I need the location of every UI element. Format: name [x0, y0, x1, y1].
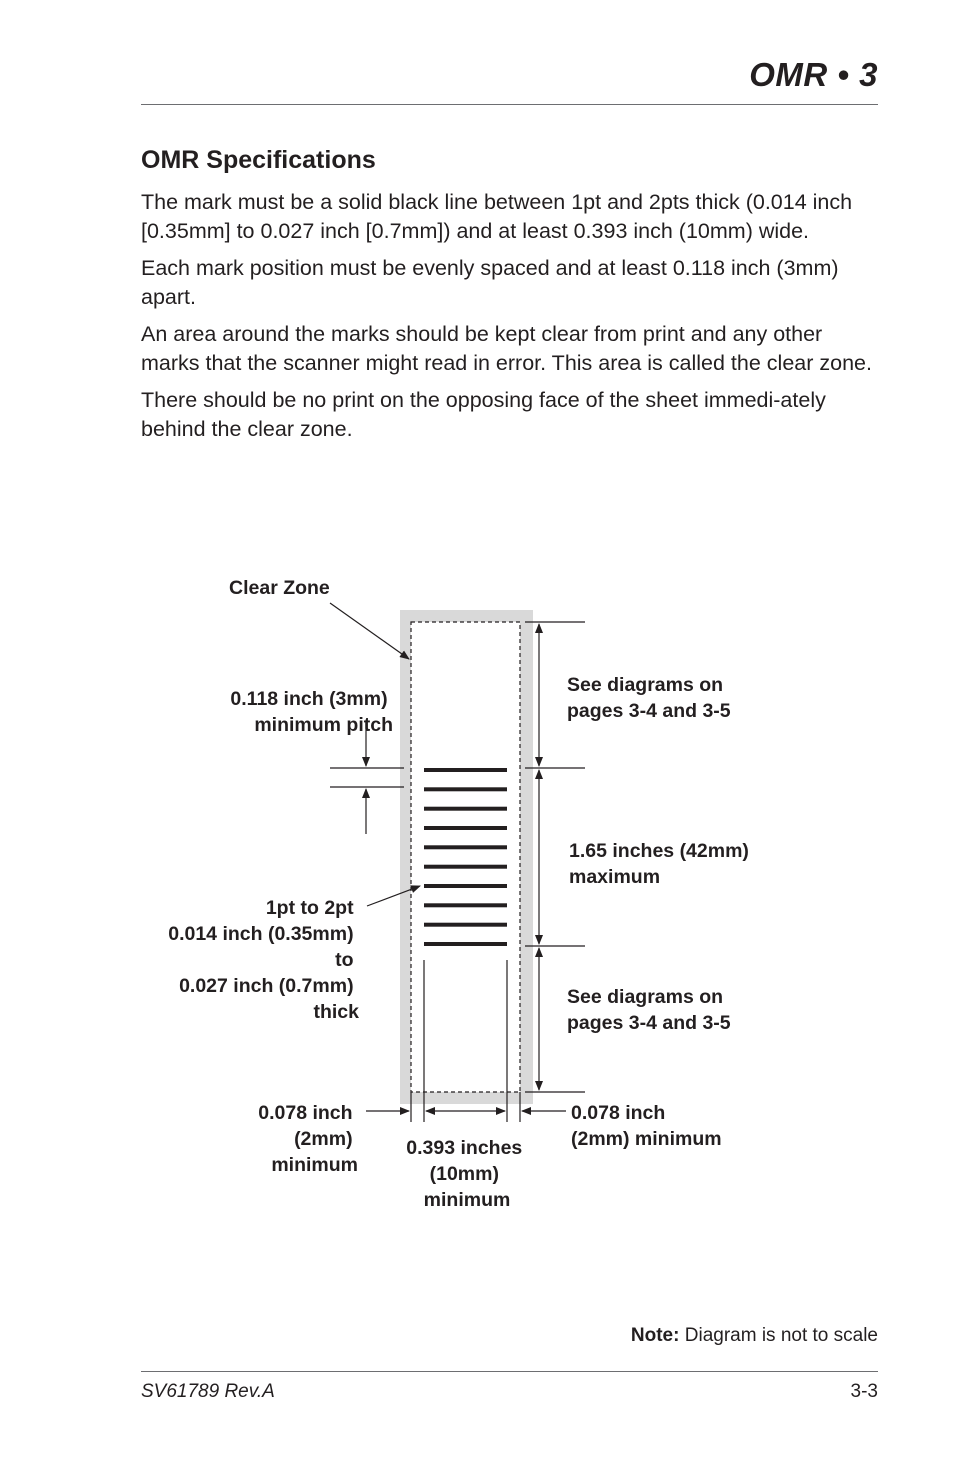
- left-margin-label: 0.078 inch (2mm) minimum: [258, 1102, 358, 1176]
- clear-zone-label: Clear Zone: [229, 577, 330, 599]
- paragraph-clear-zone: An area around the marks should be kept clear from print and any other marks that the scanner might read in error. This area is called the clear zone.: [141, 322, 872, 375]
- omr-mark: [424, 865, 507, 869]
- omr-mark: [424, 903, 507, 907]
- diagram-note: [631, 1325, 878, 1347]
- paragraph-opposing-face: There should be no print on the opposing face of the sheet immedi-ately behind the clear zone.: [141, 388, 826, 441]
- right-margin-label: 0.078 inch (2mm) minimum: [571, 1102, 722, 1150]
- omr-mark: [424, 807, 507, 811]
- omr-mark: [424, 923, 507, 927]
- omr-mark: [424, 768, 507, 772]
- section-heading: OMR Specifications: [141, 146, 376, 174]
- note-text: Diagram is not to scale: [679, 1325, 878, 1346]
- paragraph-mark-spacing: Each mark position must be evenly spaced and at least 0.118 inch (3mm) apart.: [141, 256, 839, 309]
- bottom-region-label: See diagrams on pages 3-4 and 3-5: [567, 986, 731, 1034]
- page-number: 3-3: [850, 1381, 878, 1402]
- omr-mark: [424, 826, 507, 830]
- width-label: 0.393 inches (10mm) minimum: [406, 1137, 523, 1211]
- omr-mark: [424, 884, 507, 888]
- pitch-label: 0.118 inch (3mm) minimum pitch: [230, 688, 393, 736]
- chapter-title: OMR • 3: [749, 56, 878, 93]
- scan-column: [411, 622, 520, 1092]
- omr-mark: [424, 845, 507, 849]
- omr-mark: [424, 787, 507, 791]
- mark-span-label: 1.65 inches (42mm) maximum: [569, 840, 749, 888]
- document-id: SV61789 Rev.A: [141, 1381, 275, 1402]
- omr-mark: [424, 942, 507, 946]
- paragraph-mark-size: The mark must be a solid black line between 1pt and 2pts thick (0.014 inch [0.35mm] to 0.027 inch [0.7mm]) and at least 0.393 inch (10mm) wide.: [141, 190, 853, 243]
- top-region-label: See diagrams on pages 3-4 and 3-5: [567, 674, 731, 722]
- clear-zone-leader-arrow: [330, 603, 409, 659]
- footer-rule: [141, 1371, 878, 1372]
- note-label: Note:: [630, 1325, 680, 1346]
- thickness-label: 1pt to 2pt 0.014 inch (0.35mm) to 0.027 inch (0.7mm) thick: [168, 897, 359, 1023]
